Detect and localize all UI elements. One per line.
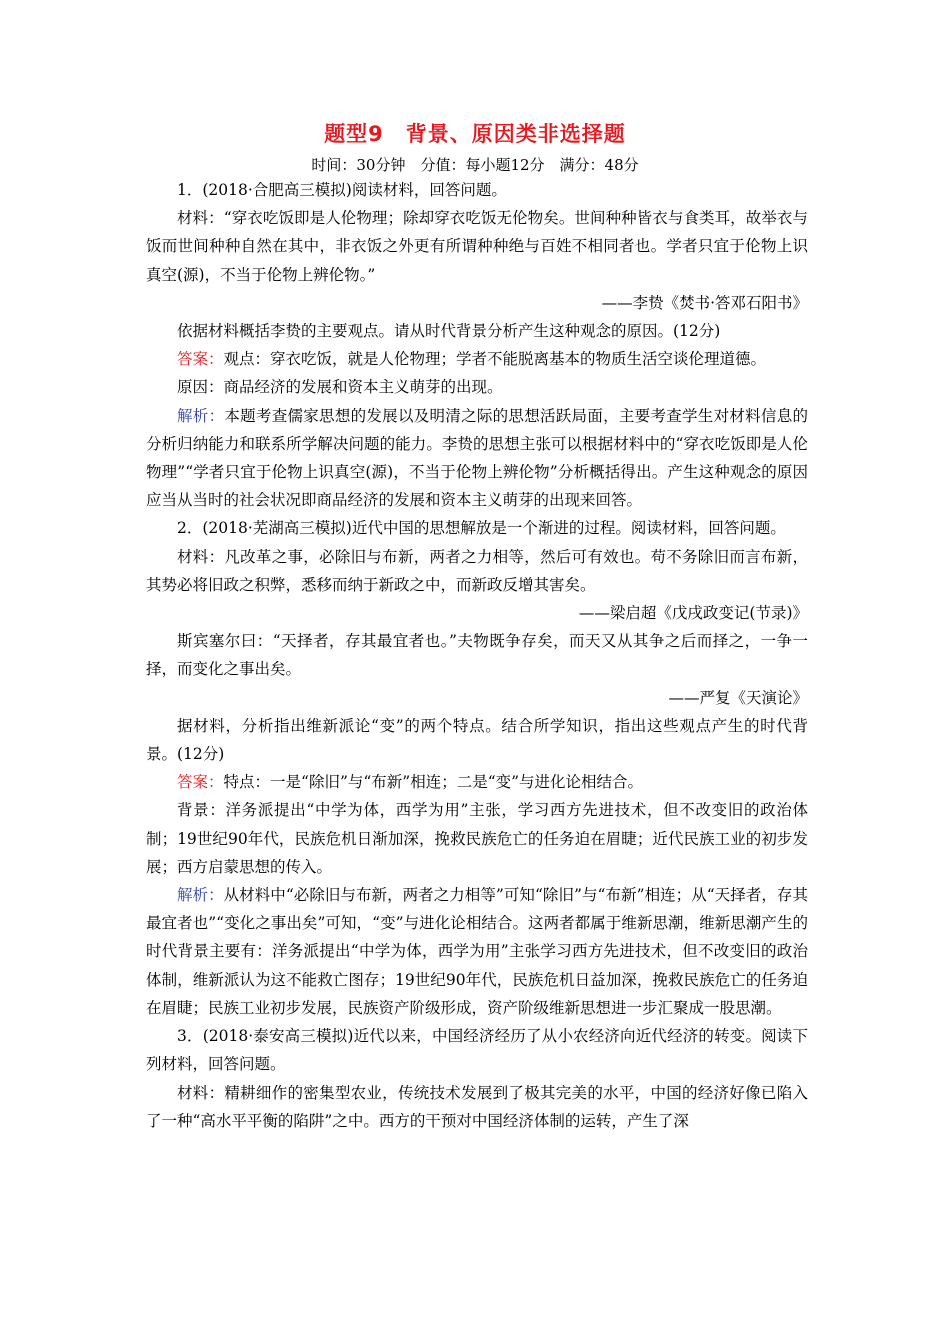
question-2-source-2: ——严复《天演论》 — [668, 688, 808, 707]
question-3-header: 3．(2018·泰安高三模拟)近代以来，中国经济经历了从小农经济向近代经济的转变。阅读下列材料，回答问题。 — [146, 1027, 808, 1074]
question-2-material-2: 斯宾塞尔曰：“天择者，存其最宜者也。”夫物既争存矣，而天又从其争之后而择之，一争一择，而变化之事出矣。 — [146, 632, 808, 679]
question-2-answer-2: 背景：洋务派提出“中学为体，西学为用”主张，学习西方先进技术，但不改变旧的政治体制；19世纪90年代，民族危机日渐加深，挽救民族危亡的任务迫在眉睫；近代民族工业的初步发展；西方启蒙思想的传入。 — [146, 801, 808, 876]
question-2-material: 材料：凡改革之事，必除旧与布新，两者之力相等，然后可有效也。苟不务除旧而言布新，其势必将旧政之积弊，悉移而纳于新政之中，而新政反增其害矣。 — [146, 547, 808, 594]
question-3-material: 材料：精耕细作的密集型农业，传统技术发展到了极其完美的水平，中国的经济好像已陷入了一种“高水平平衡的陷阱”之中。西方的干预对中国经济体制的运转，产生了深 — [146, 1083, 808, 1130]
answer-label: 答案： — [177, 350, 224, 369]
answer-text: 特点：一是“除旧”与“布新”相连；二是“变”与进化论相结合。 — [223, 773, 644, 792]
analysis-label: 解析： — [177, 406, 225, 425]
question-1-answer-2: 原因：商品经济的发展和资本主义萌芽的出现。 — [177, 378, 503, 397]
question-1-answer — [146, 345, 808, 373]
question-1-analysis — [146, 402, 808, 515]
question-2-answer — [146, 768, 808, 796]
analysis-text: 从材料中“必除旧与布新，两者之力相等”可知“除旧”与“布新”相连；从“天择者，存其最宜者也”“变化之事出矣”可知，“变”与进化论相结合。这两者都属于维新思潮，维新思潮产生的时代背景主要有：洋务派提出“中学为体，西学为用”主张学习西方先进技术，但不改变旧的政治体制，维新派认为这不能救亡图存；19世纪90年代，民族危机日益加深，挽救民族危亡的任务迫在眉睫；民族工业初步发展，民族资产阶级形成，资产阶级维新思想进一步汇聚成一股思潮。 — [146, 886, 808, 1017]
question-1-source: ——李贽《焚书·答邓石阳书》 — [601, 293, 808, 312]
question-1-prompt: 依据材料概括李贽的主要观点。请从时代背景分析产生这种观念的原因。(12分) — [177, 322, 721, 341]
question-2-prompt: 据材料，分析指出维新派论“变”的两个特点。结合所学知识，指出这些观点产生的时代背景。(12分) — [146, 716, 808, 764]
answer-label: 答案： — [177, 773, 224, 792]
question-2-header: 2．(2018·芜湖高三模拟)近代中国的思想解放是一个渐进的过程。阅读材料，回答问题。 — [177, 519, 786, 538]
exam-meta: 时间：30分钟 分值：每小题12分 满分：48分 — [311, 156, 639, 174]
question-1-material: 材料：“穿衣吃饭即是人伦物理；除却穿衣吃饭无伦物矣。世间种种皆衣与食类耳，故举衣与饭而世间种种自然在其中，非衣饭之外更有所谓种种绝与百姓不相同者也。学者只宜于伦物上识真空(源)，不当于伦物上辨伦物。” — [146, 209, 808, 284]
analysis-text: 本题考查儒家思想的发展以及明清之际的思想活跃局面，主要考查学生对材料信息的分析归纳能力和联系所学解决问题的能力。李贽的思想主张可以根据材料中的“穿衣吃饭即是人伦物理”“学者只宜于伦物上识真空(源)，不当于伦物上辨伦物”分析概括得出。产生这种观念的原因应当从当时的社会状况即商品经济的发展和资本主义萌芽的出现来回答。 — [146, 406, 808, 510]
content-body — [146, 176, 808, 1135]
question-2-source: ——梁启超《戊戌政变记(节录)》 — [578, 604, 808, 623]
answer-text: 观点：穿衣吃饭，就是人伦物理；学者不能脱离基本的物质生活空谈伦理道德。 — [223, 350, 767, 369]
page-title: 题型9 背景、原因类非选择题 — [324, 122, 626, 146]
question-2-analysis — [146, 881, 808, 1022]
analysis-label: 解析： — [177, 886, 224, 905]
question-1-header: 1．(2018·合肥高三模拟)阅读材料，回答问题。 — [177, 181, 507, 199]
